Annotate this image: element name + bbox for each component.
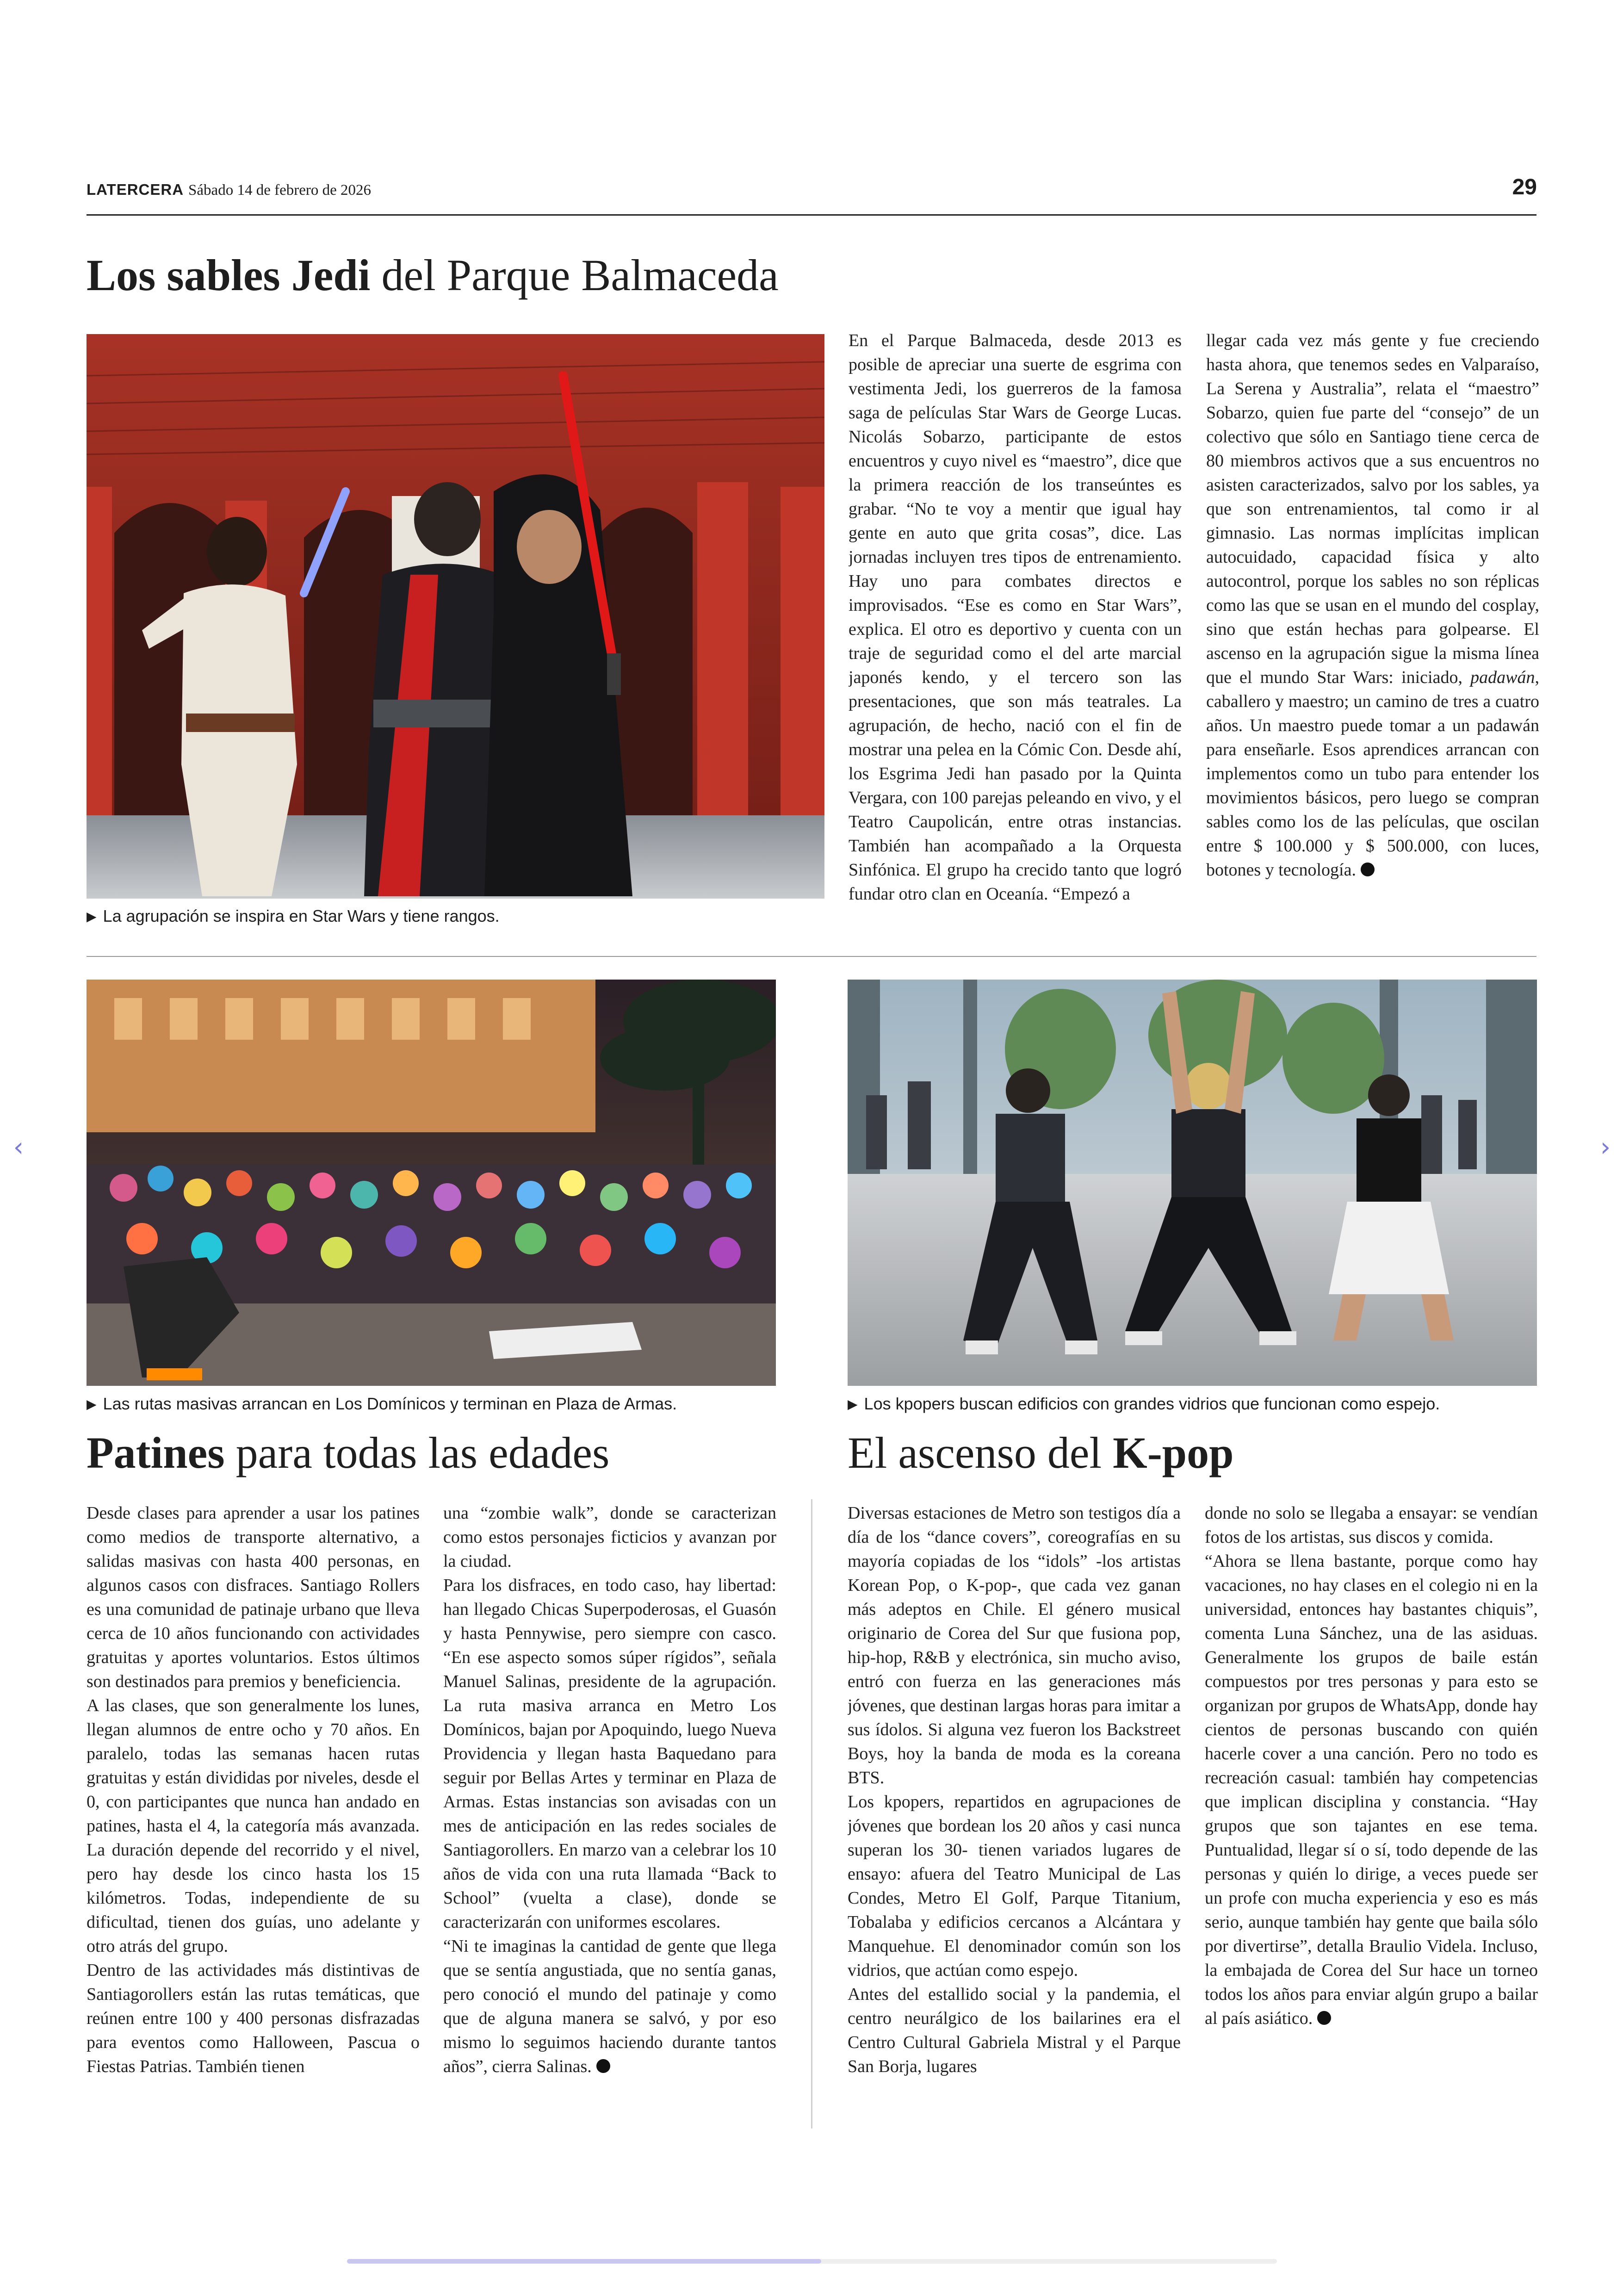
newspaper-brand: LATERCERA: [87, 181, 184, 198]
column-separator: [811, 1499, 812, 2128]
jedi-paragraph: En el Parque Balmaceda, desde 2013 es posible de apreciar una suerte de esgrima con vestimenta Jedi, los guerreros de la famosa saga de películas Star Wars de George Lucas. Nicolás Sobarzo, participante de estos encuentros y cuyo nivel es “maestro”, dice que la primera reacción de los transeúntes es grabar. “No te voy a mentir que igual hay gente en auto que grita cosas”, dice. Las jornadas incluyen tres tipos de entrenamiento. Hay uno para combates directos e improvisados. “Ese es como en Star Wars”, explica. El otro es deportivo y cuenta con un traje de seguridad como el del arte marcial japonés kendo, y el tercero son las presentaciones, que son más teatrales. La agrupación, de hecho, nació con el fin de mostrar una pelea en la Cómic Con. Desde ahí, los Esgrima Jedi han pasado por la Quinta Vergara, con 100 parejas peleando en vivo, y el Teatro Caupolicán, entre otras instancias. También han acompañado a la Orquesta Sinfónica. El grupo ha crecido tanto que logró fundar otro clan en Oceanía. “Empezó a: [849, 331, 1182, 904]
jedi-body-column-1: [849, 329, 1182, 939]
page-header: [87, 180, 371, 200]
kpop-paragraph: Antes del estallido social y la pandemia, el centro neurálgico de los bailarines era el Centro Cultural Gabriela Mistral y el Parque San Borja, lugares: [848, 1985, 1181, 2076]
next-page-button[interactable]: [1592, 1134, 1619, 1161]
patines-paragraph-end: “Ni te imaginas la cantidad de gente que llega que se sentía angustiada, que no sentía ganas, pero conoció el mundo del patinaje y como que de alguna manera se salvó, y por eso mismo lo seguimos haciendo durante tantos años”, cierra Salinas.: [443, 1936, 776, 2076]
jedi-body-column-2: [1206, 329, 1539, 939]
patines-paragraph: Para los disfraces, en todo caso, hay libertad: han llegado Chicas Superpoderosas, el Guasón y hasta Pennywise, pero siempre con casco. “En ese aspecto somos súper rígidos”, señala Manuel Salinas, presidente de la agrupación. La ruta masiva arranca en Metro Los Domínicos, bajan por Apoquindo, luego Nueva Providencia y llegan hasta Baquedano para seguir por Bellas Artes y terminar en Plaza de Armas. Estas instancias son avisadas con un mes de anticipación en las redes sociales de Santiagorollers. En marzo van a celebrar los 10 años de vida con una ruta llamada “Back to School” (vuelta a clase), donde se caracterizarán con uniformes escolares.: [443, 1576, 776, 1932]
patines-paragraph: una “zombie walk”, donde se caracterizan como estos personajes ficticios y avanzan por la ciudad.: [443, 1503, 776, 1571]
jedi-headline-rest: del Parque Balmaceda: [381, 250, 779, 300]
patines-headline: [87, 1427, 609, 1478]
kpop-paragraph: donde no solo se llegaba a ensayar: se vendían fotos de los artistas, sus discos y comida.: [1205, 1503, 1538, 1547]
patines-paragraph: Dentro de las actividades más distintivas de Santiagorollers están las rutas temáticas, que reúnen entre 100 y 400 personas disfrazadas para eventos como Halloween, Pascua o Fiestas Patrias. También tienen: [87, 1961, 420, 2076]
kpop-caption-text: Los kpopers buscan edificios con grandes vidrios que funcionan como espejo.: [864, 1394, 1440, 1413]
patines-caption-text: Las rutas masivas arrancan en Los Domínicos y terminan en Plaza de Armas.: [103, 1394, 677, 1413]
kpop-headline-bold: K-pop: [1113, 1428, 1234, 1477]
kpop-paragraph-end: “Ahora se llena bastante, porque como hay vacaciones, no hay clases en el colegio ni en la universidad, entonces hay bastantes chiquis”, comenta Luna Sánchez, una de las asiduas. Generalmente los grupos de baile están compuestos por tres personas y para esto se organizan por grupos de WhatsApp, donde hay cientos de personas buscando con quién hacerle cover a una canción. Pero no todo es recreación casual: también hay competencias que implican disciplina y constancia. “Hay grupos que son tajantes en ese tema. Puntualidad, llegar sí o sí, todo depende de las personas y quién lo dirige, a veces puede ser un profe con mucha experiencia y eso es más serio, aunque también hay gente que baila sólo por divertirse”, detalla Braulio Videla. Incluso, la embajada de Corea del Sur hace un torneo todos los años para enviar algún grupo a bailar al país asiático.: [1205, 1551, 1538, 2028]
caption-triangle-icon: ▶: [87, 1397, 97, 1411]
jedi-headline-bold: Los sables Jedi: [87, 250, 371, 300]
kpop-headline: [848, 1427, 1234, 1478]
page-number: 29: [1512, 175, 1537, 199]
jedi-headline: [87, 250, 779, 301]
page-scrollbar-thumb[interactable]: [347, 2259, 821, 2264]
kpop-body-column-2: [1205, 1501, 1538, 2140]
previous-page-button[interactable]: [5, 1134, 32, 1161]
caption-triangle-icon: ▶: [848, 1397, 858, 1411]
patines-headline-bold: Patines: [87, 1428, 225, 1477]
section-divider: [87, 956, 1536, 957]
patines-body-column-1: [87, 1501, 420, 2140]
jedi-caption-text: La agrupación se inspira en Star Wars y tiene rangos.: [103, 906, 500, 925]
patines-caption: [87, 1394, 677, 1415]
end-mark-icon: [1361, 863, 1375, 876]
end-mark-icon: [1317, 2011, 1331, 2025]
chevron-left-icon: ‹: [13, 1132, 24, 1162]
jedi-photo: [87, 334, 824, 899]
kpop-body-column-1: [848, 1501, 1181, 2140]
kpop-paragraph: Los kpopers, repartidos en agrupaciones de jóvenes que bordean los 20 años y casi nunca superan los 30- tienen variados lugares de ensayo: afuera del Teatro Municipal de Las Condes, Metro El Golf, Parque Titanium, Tobalaba y edificios cercanos a Alcántara y Manquehue. El denominador común son los vidrios, que actúan como espejo.: [848, 1792, 1181, 1980]
jedi-caption: [87, 906, 500, 927]
patines-paragraph: A las clases, que son generalmente los lunes, llegan alumnos de entre ocho y 70 años. En paralelo, todas las semanas hacen rutas gratuitas y están divididas por niveles, desde el 0, con participantes que nunca han andado en patines, hasta el 4, la categoría más avanzada. La duración depende del recorrido y el nivel, pero hay desde los cinco hasta los 15 kilómetros. Todas, independiente de su dificultad, tienen dos guías, uno adelante y otro atrás del grupo.: [87, 1696, 420, 1956]
end-mark-icon: [596, 2059, 610, 2073]
kpop-headline-rest: El ascenso del: [848, 1428, 1102, 1477]
kpop-paragraph: Diversas estaciones de Metro son testigos día a día de los “dance covers”, coreografías en su mayoría copiadas de los “idols” -los artistas Korean Pop, o K-pop-, que cada vez ganan más adeptos en Chile. El género musical originario de Corea del Sur que fusiona pop, hip-hop, R&B y electrónica, sin mucho aviso, entró con fuerza en las generaciones más jóvenes, que destinan largas horas para imitar a sus ídolos. Si alguna vez fueron los Backstreet Boys, hoy la banda de moda es la coreana BTS.: [848, 1503, 1181, 1787]
patines-paragraph: Desde clases para aprender a usar los patines como medios de transporte alternativo, a salidas masivas con hasta 400 personas, en algunos casos con disfraces. Santiago Rollers es una comunidad de patinaje urbano que lleva cerca de 10 años funcionando con actividades gratuitas y aportes voluntarios. Estos últimos son destinados para premios y beneficiencia.: [87, 1503, 420, 1691]
caption-triangle-icon: ▶: [87, 909, 97, 924]
jedi-paragraph-end: llegar cada vez más gente y fue creciendo hasta ahora, que tenemos sedes en Valparaíso, La Serena y Australia”, relata el “maestro” Sobarzo, quien fue parte del “consejo” de un colectivo que sólo en Santiago tiene cerca de 80 miembros activos que a sus encuentros no asisten caracterizados, salvo por los sables, ya que son entrenamientos, tal como ir al gimnasio. Las normas implícitas implican autocuidado, capacidad física y alto autocontrol, porque los sables no son réplicas como las que se usan en el mundo del cosplay, sino que están hechas para golpearse. El ascenso en la agrupación sigue la misma línea que el mundo Star Wars: iniciado, padawán, caballero y maestro; un camino de tres a cuatro años. Un maestro puede tomar a un padawán para enseñarle. Esos aprendices arrancan con implementos como un tubo para entender los movimientos básicos, pero luego se compran sables como los de las películas, que oscilan entre $ 100.000 y $ 500.000, con luces, botones y tecnología.: [1206, 331, 1539, 880]
kpop-caption: [848, 1394, 1440, 1415]
patines-headline-rest: para todas las edades: [235, 1428, 610, 1477]
patines-body-column-2: [443, 1501, 776, 2140]
header-rule: [87, 214, 1536, 216]
kpop-photo: [848, 980, 1537, 1386]
patines-photo: [87, 980, 776, 1386]
chevron-right-icon: ›: [1600, 1132, 1611, 1162]
issue-date: Sábado 14 de febrero de 2026: [188, 182, 371, 199]
